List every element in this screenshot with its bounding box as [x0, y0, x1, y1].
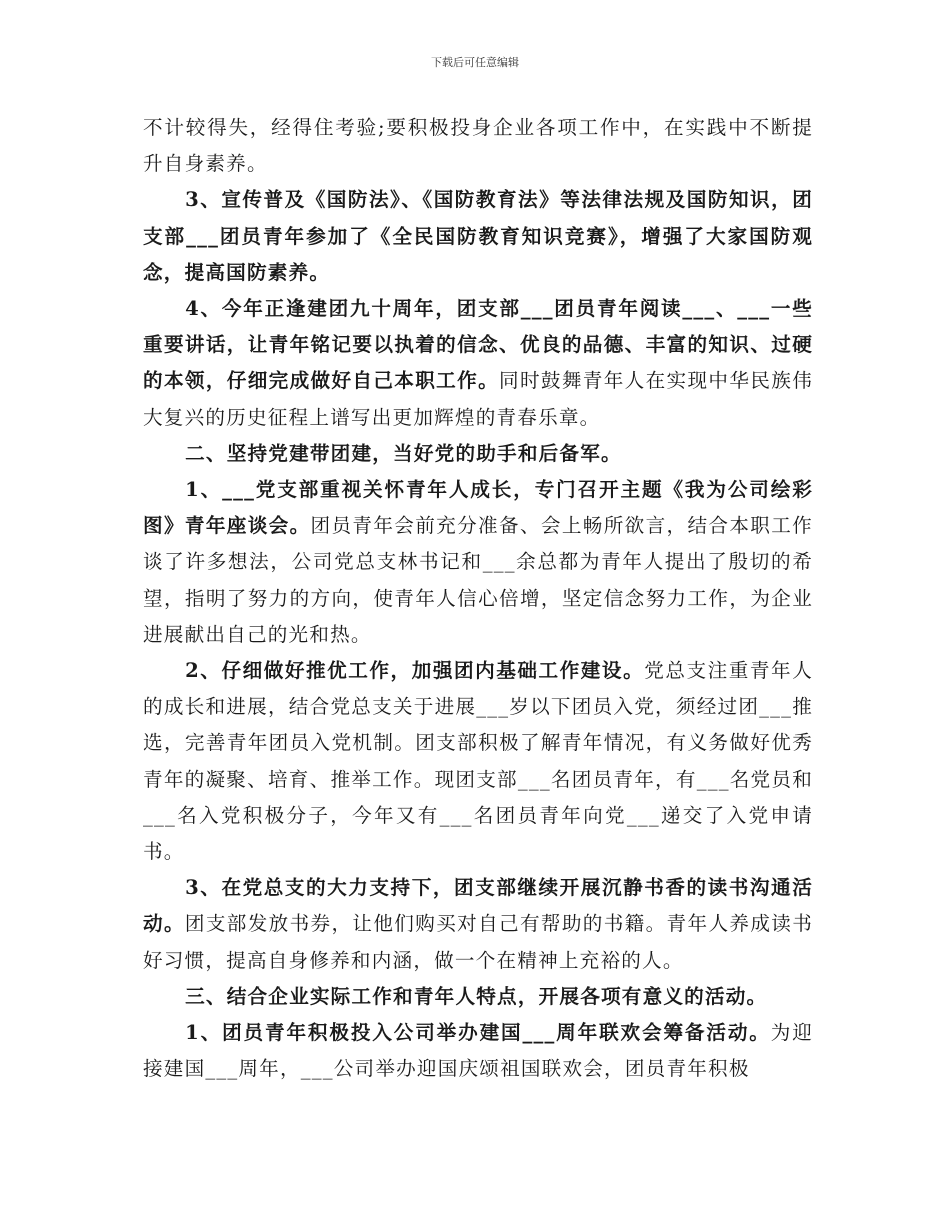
text-run: 党总支注重青年人的成长和进展，结合党总支关于进展___岁以下团员入党，须经过团___推选，完善青年团员入党机制。团支部积极了解青年情况，有义务做好优秀青年的凝聚、培育、推举工作。现团支部___名团员青年，有___名党员和___名入党积极分子，今年又有___名团员青年向党___递交了入党申请书。 [143, 659, 813, 864]
bold-text-run: 三、结合企业实际工作和青年人特点，开展各项有意义的活动。 [185, 984, 768, 1008]
text-run: 同时鼓舞青年人在实现中华民族伟大复兴的历史征程上谱写出更加辉煌的青春乐章。 [143, 369, 813, 429]
bold-text-run: 2、仔细做好推优工作，加强团内基础工作建设。 [185, 659, 645, 683]
paragraph [143, 291, 813, 436]
page-header: 下载后可任意编辑 [431, 56, 519, 69]
document-body [143, 110, 813, 1087]
text-run: 团员青年会前充分准备、会上畅所欲言，结合本职工作谈了许多想法，公司党总支林书记和___余总都为青年人提出了殷切的希望，指明了努力的方向，使青年人信心倍增，坚定信念努力工作，为企业进展献出自己的光和热。 [143, 514, 813, 646]
bold-text-run: 4、今年正逢建团九十周年，团支部___团员青年阅读___、___一些重要讲话，让青年铭记要以执着的信念、优良的品德、丰富的知识、过硬的本领，仔细完成做好自己本职工作。 [143, 297, 813, 393]
text-run: 为迎接建国___周年，___公司举办迎国庆颂祖国联欢会，团员青年积极 [143, 1021, 814, 1081]
paragraph [143, 182, 813, 291]
bold-text-run: 1、团员青年积极投入公司举办建国___周年联欢会筹备活动。 [185, 1021, 771, 1045]
paragraph [143, 870, 813, 979]
bold-text-run: 3、在党总支的大力支持下，团支部继续开展沉静书香的读书沟通活动。 [143, 876, 813, 936]
paragraph [143, 472, 813, 653]
bold-text-run: 3、宣传普及《国防法》、《国防教育法》等法律法规及国防知识，团支部___团员青年参加了《全民国防教育知识竞赛》，增强了大家国防观念，提高国防素养。 [143, 188, 813, 284]
paragraph [143, 110, 813, 182]
bold-text-run: 二、坚持党建带团建，当好党的助手和后备军。 [185, 441, 622, 465]
paragraph [143, 653, 813, 870]
paragraph [143, 979, 813, 1015]
paragraph [143, 436, 813, 472]
paragraph [143, 1015, 813, 1087]
bold-text-run: 1、___党支部重视关怀青年人成长，专门召开主题《我为公司绘彩图》青年座谈会。 [143, 478, 813, 538]
text-run: 团支部发放书券，让他们购买对自己有帮助的书籍。青年人养成读书好习惯，提高自身修养和内涵，做一个在精神上充裕的人。 [143, 912, 813, 972]
text-run: 不计较得失，经得住考验;要积极投身企业各项工作中，在实践中不断提升自身素养。 [143, 116, 813, 176]
